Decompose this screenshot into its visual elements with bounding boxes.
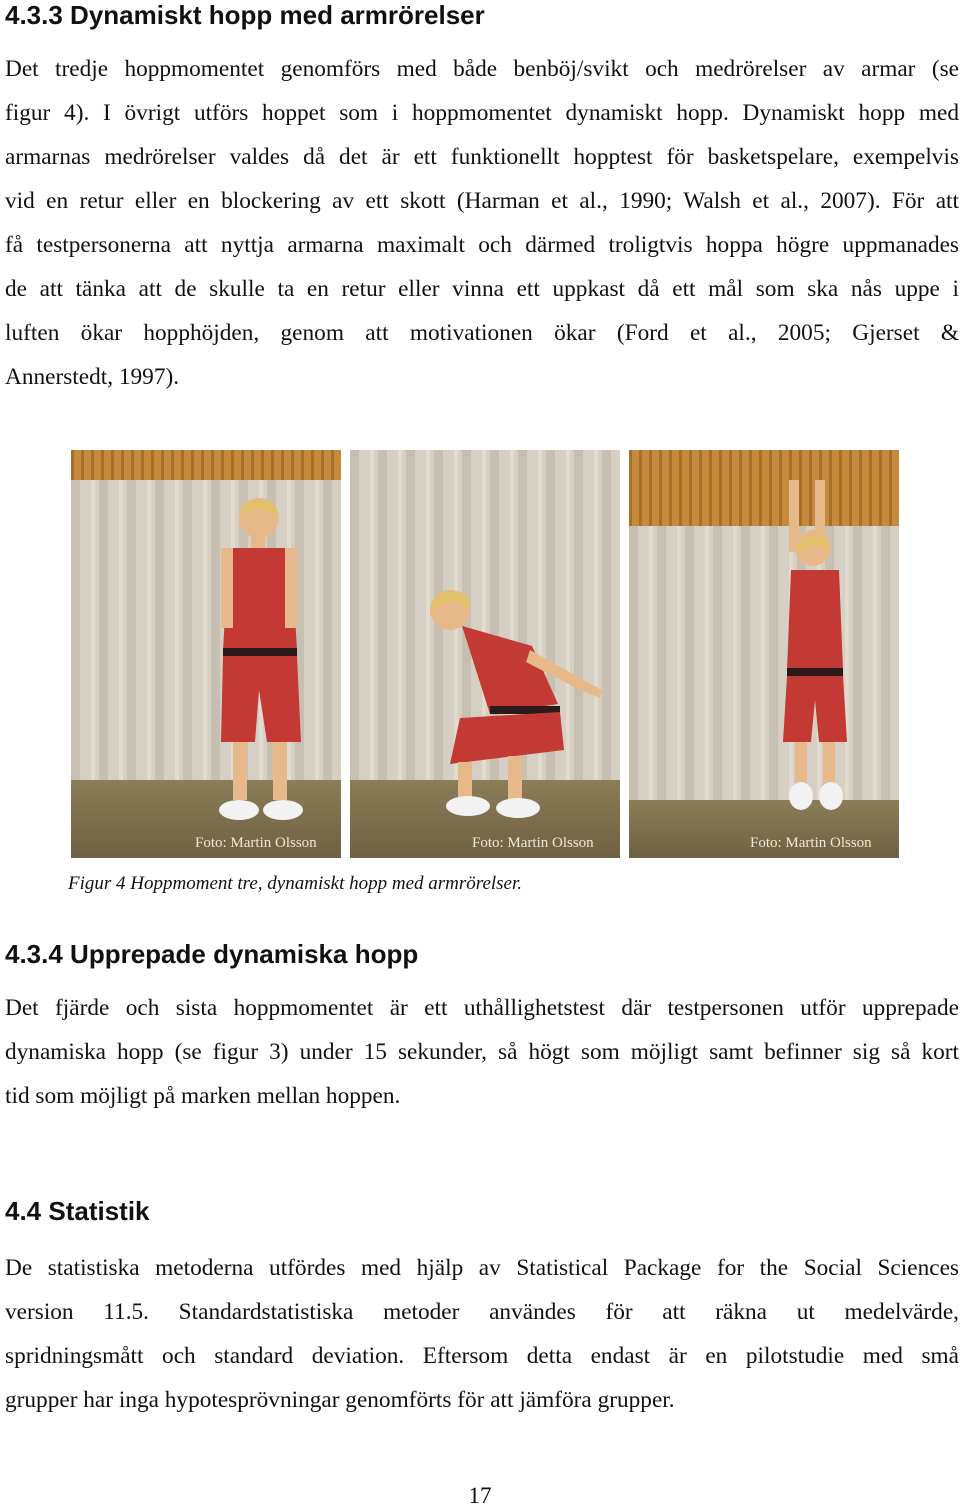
photo-standing bbox=[71, 450, 341, 858]
paragraph-4-3-4 bbox=[5, 986, 959, 1118]
text-line: Annerstedt, 1997). bbox=[5, 364, 180, 390]
text-line: armarnas medrörelser valdes då det är ett funktionellt hopptest för basketspelare, exempelvis bbox=[5, 144, 959, 170]
text-line: vid en retur eller en blockering av ett skott (Harman et al., 1990; Walsh et al., 2007). För att bbox=[5, 188, 959, 214]
photo-credit: Foto: Martin Olsson bbox=[750, 835, 872, 851]
text-line: få testpersonerna att nyttja armarna maximalt och därmed troligtvis hoppa högre uppmanades bbox=[5, 232, 959, 258]
text-line: Det tredje hoppmomentet genomförs med både benböj/svikt och medrörelser av armar (se bbox=[5, 56, 959, 82]
text-line: dynamiska hopp (se figur 3) under 15 sekunder, så högt som möjligt samt befinner sig så kort bbox=[5, 1039, 959, 1065]
text-line: tid som möjligt på marken mellan hoppen. bbox=[5, 1083, 401, 1109]
photo-jump bbox=[629, 450, 899, 858]
paragraph-4-4 bbox=[5, 1246, 959, 1422]
text-line: de att tänka att de skulle ta en retur eller vinna ett uppkast då ett mål som ska nås uppe i bbox=[5, 276, 959, 302]
text-line: spridningsmått och standard deviation. Eftersom detta endast är en pilotstudie med små bbox=[5, 1343, 959, 1369]
heading-4-4: 4.4 Statistik bbox=[5, 1196, 150, 1226]
heading-4-3-3: 4.3.3 Dynamiskt hopp med armrörelser bbox=[5, 0, 485, 30]
photo-squat bbox=[350, 450, 620, 858]
photo-credit: Foto: Martin Olsson bbox=[195, 835, 317, 851]
text-line: figur 4). I övrigt utförs hoppet som i hoppmomentet dynamiskt hopp. Dynamiskt hopp med bbox=[5, 100, 959, 126]
photo-credit: Foto: Martin Olsson bbox=[472, 835, 594, 851]
text-line: Det fjärde och sista hoppmomentet är ett uthållighetstest där testpersonen utför upprepade bbox=[5, 995, 959, 1021]
text-line: luften ökar hopphöjden, genom att motivationen ökar (Ford et al., 2005; Gjerset & bbox=[5, 320, 959, 346]
text-line: version 11.5. Standardstatistiska metoder användes för att räkna ut medelvärde, bbox=[5, 1299, 959, 1325]
page-number: 17 bbox=[468, 1483, 492, 1508]
figure-caption: Figur 4 Hoppmoment tre, dynamiskt hopp med armrörelser. bbox=[68, 873, 523, 894]
text-line: De statistiska metoderna utfördes med hjälp av Statistical Package for the Social Sciences bbox=[5, 1255, 959, 1281]
text-line: grupper har inga hypotesprövningar genomförts för att jämföra grupper. bbox=[5, 1387, 675, 1413]
heading-4-3-4: 4.3.4 Upprepade dynamiska hopp bbox=[5, 939, 419, 969]
paragraph-4-3-3 bbox=[5, 47, 959, 399]
